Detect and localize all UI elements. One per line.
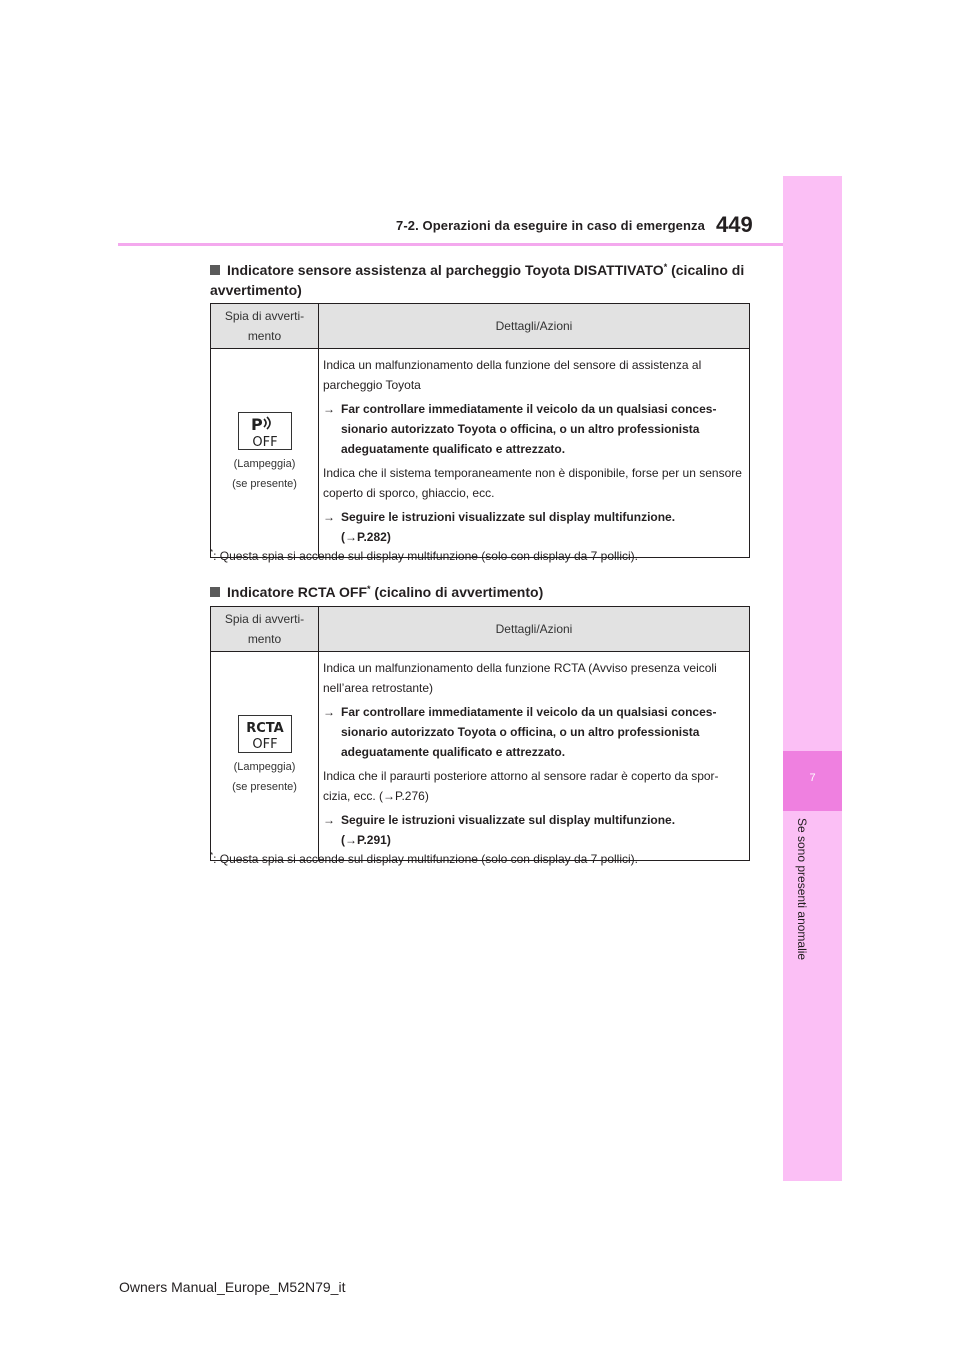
table-header-row (211, 304, 750, 349)
page-reference-link[interactable]: P.291 (357, 833, 387, 847)
header-cell-details: Dettagli/Azioni (319, 304, 750, 349)
chapter-side-tab (783, 176, 842, 1181)
footnote: *: Questa spia si accende sul display multifunzione (solo con display da 7 pollici). (210, 851, 639, 866)
description-text: Indica un malfunzionamento della funzione RCTA (Avviso presenza veicoli nell’area retrostante) (323, 661, 717, 695)
header-cell-details: Dettagli/Azioni (319, 607, 750, 652)
header-cell-warning-light: Spia di avverti- mento (211, 304, 319, 349)
rcta-off-icon (238, 715, 292, 753)
page-reference-link[interactable]: P.276 (395, 789, 425, 803)
action-text: → Far controllare immediatamente il veicolo da un qualsiasi conces-sionario autorizzato Toyota o officina, o un altro professionista adeguatamente qualificato e attrezzato. (323, 705, 717, 759)
header-divider (118, 243, 783, 246)
description-text: Indica che il paraurti posteriore attorno al sensore radar è coperto da spor-cizia, ecc. (→P.276) (323, 769, 719, 803)
description-text: Indica che il sistema temporaneamente non è disponibile, forse per un sensore coperto di sporco, ghiaccio, ecc. (323, 466, 742, 500)
section-heading-parking-sensor: Indicatore sensore assistenza al parcheggio Toyota DISATTIVATO* (cicalino di avvertimento) (210, 262, 745, 298)
warning-light-cell: P OFF (Lampeggia) (se presente) (211, 349, 319, 558)
table-row (211, 652, 750, 861)
page-number: 449 (716, 212, 753, 237)
document-id: Owners Manual_Europe_M52N79_it (119, 1279, 346, 1295)
svg-text:RCTA: RCTA (245, 721, 284, 736)
section-title: 7-2. Operazioni da eseguire in caso di emergenza (396, 218, 705, 233)
square-bullet-icon (210, 265, 220, 275)
parking-sensor-off-icon (238, 412, 292, 450)
chapter-number: 7 (809, 772, 816, 784)
svg-text:OFF: OFF (251, 737, 278, 752)
details-cell (319, 652, 750, 861)
chapter-number-tab[interactable] (783, 751, 842, 811)
svg-text:P: P (250, 415, 263, 434)
svg-text:OFF: OFF (251, 435, 278, 449)
table-row (211, 349, 750, 558)
warning-light-cell: RCTA OFF (Lampeggia) (se presente) (211, 652, 319, 861)
details-cell (319, 349, 750, 558)
description-text: Indica un malfunzionamento della funzione del sensore di assistenza al parcheggio Toyota (323, 358, 702, 392)
footnote: *: Questa spia si accende sul display multifunzione (solo con display da 7 pollici). (210, 548, 639, 563)
square-bullet-icon (210, 587, 220, 597)
action-text: → Seguire le istruzioni visualizzate sul display multifunzione. (→P.282) (323, 510, 676, 544)
header-cell-warning-light: Spia di avverti- mento (211, 607, 319, 652)
page-reference-link[interactable]: P.282 (357, 530, 387, 544)
chapter-title: Se sono presenti anomalie (795, 818, 809, 961)
warning-table-rcta (210, 606, 750, 861)
action-text: → Seguire le istruzioni visualizzate sul display multifunzione. (→P.291) (323, 813, 676, 847)
table-header-row (211, 607, 750, 652)
section-heading-rcta: Indicatore RCTA OFF* (cicalino di avvertimento) (210, 579, 750, 602)
action-text: → Far controllare immediatamente il veicolo da un qualsiasi conces-sionario autorizzato Toyota o officina, o un altro professionista adeguatamente qualificato e attrezzato. (323, 402, 717, 456)
warning-table-parking-sensor (210, 303, 750, 558)
